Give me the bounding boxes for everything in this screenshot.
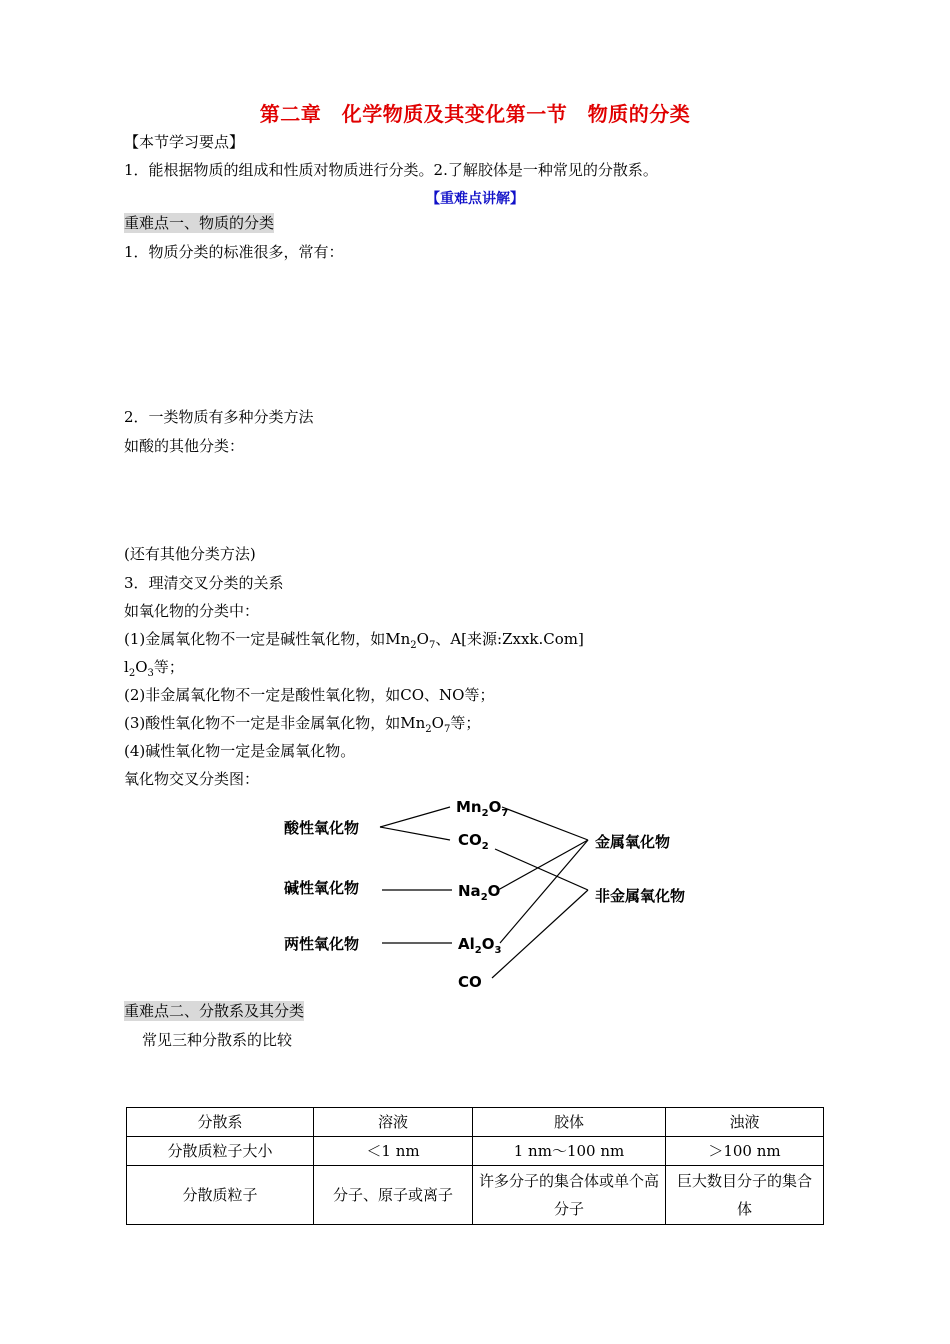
table-cell: 巨大数目分子的集合体 <box>666 1166 824 1225</box>
table-row <box>127 1137 824 1166</box>
formula-co: CO <box>458 973 482 991</box>
table-cell: 1 nm～100 nm <box>473 1137 666 1166</box>
link-al2o3-metal <box>500 840 588 943</box>
dispersion-comparison-table <box>126 1107 824 1225</box>
table-cell: 许多分子的集合体或单个高分子 <box>473 1166 666 1225</box>
link-na2o-metal <box>498 840 588 890</box>
link-acid-mn2o7 <box>380 807 450 827</box>
formula-na2o: $Na_2O$ <box>458 882 501 903</box>
section2-p1: 常见三种分散系的比较 <box>142 1031 293 1049</box>
section1-p4: (还有其他分类方法) <box>124 545 256 563</box>
item-1: (1)金属氧化物不一定是碱性氧化物，如$Mn_2O_7$、A[来源:Zxxk.Com] <box>124 630 584 651</box>
section1-p5: 3．理清交叉分类的关系 <box>124 574 284 592</box>
table-cell: 分散质粒子 <box>127 1166 314 1225</box>
label-metal-oxide: 金属氧化物 <box>595 833 671 851</box>
section2-heading: 重难点二、分散系及其分类 <box>124 1002 305 1020</box>
table-cell: 分散质粒子大小 <box>127 1137 314 1166</box>
section1-p6: 如氧化物的分类中： <box>124 602 260 620</box>
table-header: 胶体 <box>473 1108 666 1137</box>
study-points-text: 1．能根据物质的组成和性质对物质进行分类。2.了解胶体是一种常见的分散系。 <box>124 161 658 179</box>
study-points-header: 【本节学习要点】 <box>124 133 245 151</box>
table-row <box>127 1166 824 1225</box>
formula-co2: $CO_2$ <box>458 831 489 852</box>
table-header: 分散系 <box>127 1108 314 1137</box>
table-cell: ＜1 nm <box>314 1137 473 1166</box>
link-mn2o7-metal <box>502 807 588 840</box>
formula-mn2o7: $Mn_2O_7$ <box>456 798 509 819</box>
table-header: 溶液 <box>314 1108 473 1137</box>
label-acidic-oxide: 酸性氧化物 <box>284 819 360 837</box>
label-nonmetal-oxide: 非金属氧化物 <box>595 887 686 905</box>
item-1-cont: $l_2O_3$等； <box>124 658 184 679</box>
label-amphoteric-oxide: 两性氧化物 <box>284 935 360 953</box>
section1-heading: 重难点一、物质的分类 <box>124 214 275 232</box>
section1-p3: 如酸的其他分类： <box>124 437 245 455</box>
table-cell: ＞100 nm <box>666 1137 824 1166</box>
formula-al2o3: $Al_2O_3$ <box>458 935 502 956</box>
table-header-row <box>127 1108 824 1137</box>
item-4: (4)碱性氧化物一定是金属氧化物。 <box>124 742 356 760</box>
section1-p2: 2．一类物质有多种分类方法 <box>124 408 314 426</box>
section1-p1: 1．物质分类的标准很多，常有： <box>124 243 344 261</box>
item-3: (3)酸性氧化物不一定是非金属氧化物，如$Mn_2O_7$等； <box>124 714 481 735</box>
link-acid-co2 <box>380 827 450 840</box>
label-basic-oxide: 碱性氧化物 <box>284 879 360 897</box>
page-title: 第二章 化学物质及其变化第一节 物质的分类 <box>259 102 691 126</box>
table-header: 浊液 <box>666 1108 824 1137</box>
link-co-nonmetal <box>492 890 588 978</box>
key-points-header: 【重难点讲解】 <box>426 191 524 207</box>
table-cell: 分子、原子或离子 <box>314 1166 473 1225</box>
diagram-label: 氧化物交叉分类图： <box>124 770 260 788</box>
oxide-classification-diagram <box>270 795 720 995</box>
item-2: (2)非金属氧化物不一定是酸性氧化物，如CO、NO等； <box>124 686 495 704</box>
